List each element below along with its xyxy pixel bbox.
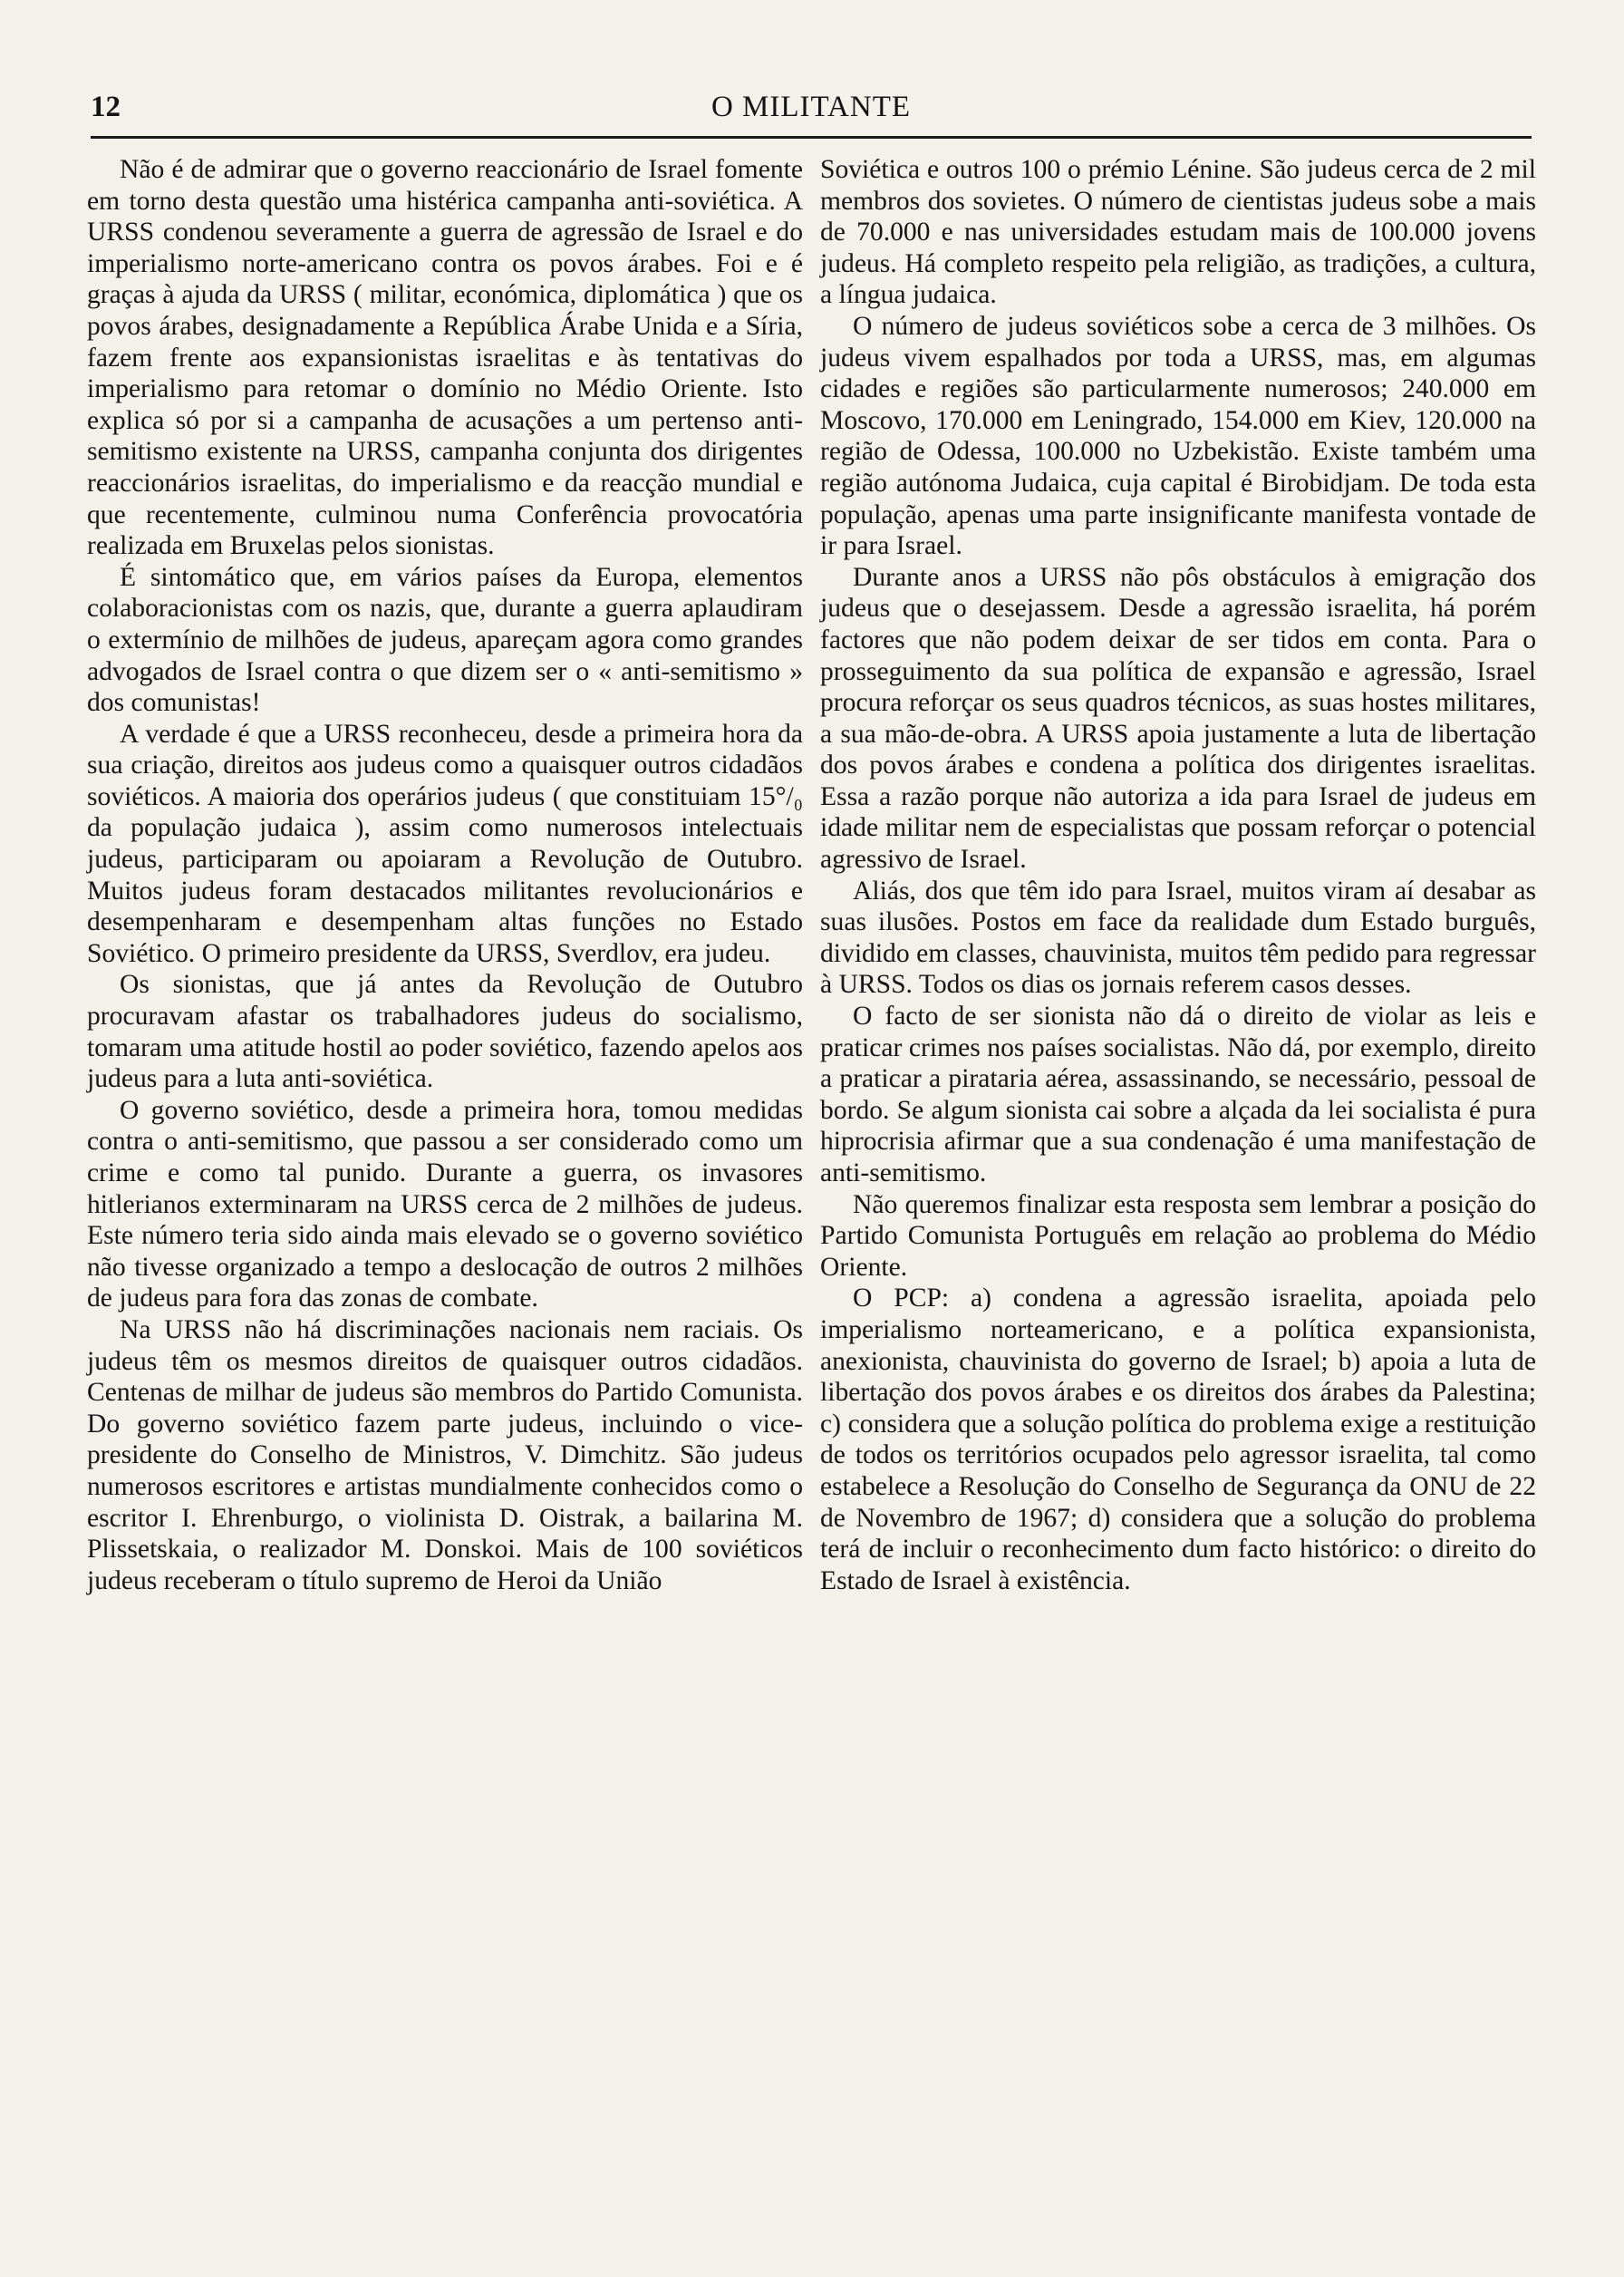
paragraph: Na URSS não há discriminações nacionais nem raciais. Os judeus têm os mesmos direitos de quaisquer outros cidadãos. Centenas de milhar de judeus são membros do Partido Comunista. Do governo soviético fazem parte judeus, incluindo o vice-presidente do Conselho de Ministros, V. Dimchitz. São judeus numerosos escritores e artistas mundialmente conhecidos como o escritor I. Ehrenburgo, o violinista D. Oistrak, a bailarina M. Plissetskaia, o realizador M. Donskoi. Mais de 100 soviéticos judeus receberam o título supremo de Heroi da União bbox=[87, 1314, 803, 1595]
right-column bbox=[820, 154, 1536, 1596]
paragraph: O facto de ser sionista não dá o direito de violar as leis e praticar crimes nos países socialistas. Não dá, por exemplo, direito a praticar a pirataria aérea, assassinando, se necessário, pessoal de bordo. Se algum sionista cai sobre a alçada da lei socialista é pura hiprocrisia afirmar que a sua condenação é uma manifestação de anti-semitismo. bbox=[820, 1002, 1536, 1187]
left-column bbox=[87, 154, 803, 1596]
paragraph: Os sionistas, que já antes da Revolução de Outubro procuravam afastar os trabalhadores judeus do socialismo, tomaram uma atitude hostil ao poder soviético, fazendo apelos aos judeus para a luta anti-soviética. bbox=[87, 970, 803, 1094]
paragraph: É sintomático que, em vários países da Europa, elementos colaboracionistas com os nazis, que, durante a guerra aplaudiram o extermínio de milhões de judeus, apareçam agora como grandes advogados de Israel contra o que dizem ser o « anti-semitismo » dos comunistas! bbox=[87, 562, 803, 718]
page-header bbox=[91, 91, 1532, 136]
paragraph: Aliás, dos que têm ido para Israel, muitos viram aí desabar as suas ilusões. Postos em face da realidade dum Estado burguês, dividido em classes, chauvinista, muitos têm pedido para regressar à URSS. Todos os dias os jornais referem casos desses. bbox=[820, 876, 1536, 1000]
paragraph: O PCP: a) condena a agressão israelita, apoiada pelo imperialismo norteamericano, e a política expansionista, anexionista, chauvinista do governo de Israel; b) apoia a luta de libertação dos povos árabes e os direitos dos árabes da Palestina; c) considera que a solução política do problema exige a restituição de todos os territórios ocupados pelo agressor israelita, tal como estabelece a Resolução do Conselho de Segurança da ONU de 22 de Novembro de 1967; d) considera que a solução do problema terá de incluir o reconhecimento dum facto histórico: o direito do Estado de Israel à existência. bbox=[820, 1284, 1536, 1595]
header-rule bbox=[91, 136, 1532, 139]
paragraph: Não queremos finalizar esta resposta sem lembrar a posição do Partido Comunista Português em relação ao problema do Médio Oriente. bbox=[820, 1189, 1536, 1282]
paragraph: O número de judeus soviéticos sobe a cerca de 3 milhões. Os judeus vivem espalhados por toda a URSS, mas, em algumas cidades e regiões são particularmente numerosos; 240.000 em Moscovo, 170.000 em Leningrado, 154.000 em Kiev, 120.000 na região de Odessa, 100.000 no Uzbekistão. Existe também uma região autónoma Judaica, cuja capital é Birobidjam. De toda esta população, apenas uma parte insignificante manifesta vontade de ir para Israel. bbox=[820, 311, 1536, 561]
paragraph: O governo soviético, desde a primeira hora, tomou medidas contra o anti-semitismo, que passou a ser considerado como um crime e como tal punido. Durante a guerra, os invasores hitlerianos exterminaram na URSS cerca de 2 milhões de judeus. Este número teria sido ainda mais elevado se o governo soviético não tivesse organizado a tempo a deslocação de outros 2 milhões de judeus para fora das zonas de combate. bbox=[87, 1095, 803, 1313]
paragraph: Soviética e outros 100 o prémio Lénine. São judeus cerca de 2 mil membros dos sovietes. O número de cientistas judeus sobe a mais de 70.000 e nas universidades estudam mais de 100.000 jovens judeus. Há completo respeito pela religião, as tradições, a cultura, a língua judaica. bbox=[820, 155, 1536, 310]
page-number: 12 bbox=[91, 91, 121, 123]
journal-title: O MILITANTE bbox=[710, 91, 912, 123]
paragraph: A verdade é que a URSS reconheceu, desde a primeira hora da sua criação, direitos aos judeus como a quaisquer outros cidadãos soviéticos. A maioria dos operários judeus ( que constituiam 15°/₀ da população judaica ), assim como numerosos intelectuais judeus, participaram ou apoiaram a Revolução de Outubro. Muitos judeus foram destacados militantes revolucionários e desempenharam e desempenham altas funções no Estado Soviético. O primeiro presidente da URSS, Sverdlov, era judeu. bbox=[87, 719, 803, 968]
paragraph: Durante anos a URSS não pôs obstáculos à emigração dos judeus que o desejassem. Desde a agressão israelita, há porém factores que não podem deixar de ser tidos em conta. Para o prosseguimento da sua política de expansão e agressão, Israel procura reforçar os seus quadros técnicos, as suas hostes militares, a sua mão-de-obra. A URSS apoia justamente a luta de libertação dos povos árabes e condena a política dos dirigentes israelitas. Essa a razão porque não autoriza a ida para Israel de judeus em idade militar nem de especialistas que possam reforçar o potencial agressivo de Israel. bbox=[820, 562, 1536, 875]
paragraph: Não é de admirar que o governo reaccionário de Israel fomente em torno desta questão uma histérica campanha anti-soviética. A URSS condenou severamente a guerra de agressão de Israel e do imperialismo norte-americano contra os povos árabes. Foi e é graças à ajuda da URSS ( militar, económica, diplomática ) que os povos árabes, designadamente a República Árabe Unida e a Síria, fazem frente aos expansionistas israelitas e às tentativas do imperialismo para retomar o domínio no Médio Oriente. Isto explica só por si a campanha de acusações a um pertenso anti-semitismo existente na URSS, campanha conjunta dos dirigentes reaccionários israelitas, do imperialismo e da reacção mundial e que recentemente, culminou numa Conferência provocatória realizada em Bruxelas pelos sionistas. bbox=[87, 155, 803, 561]
